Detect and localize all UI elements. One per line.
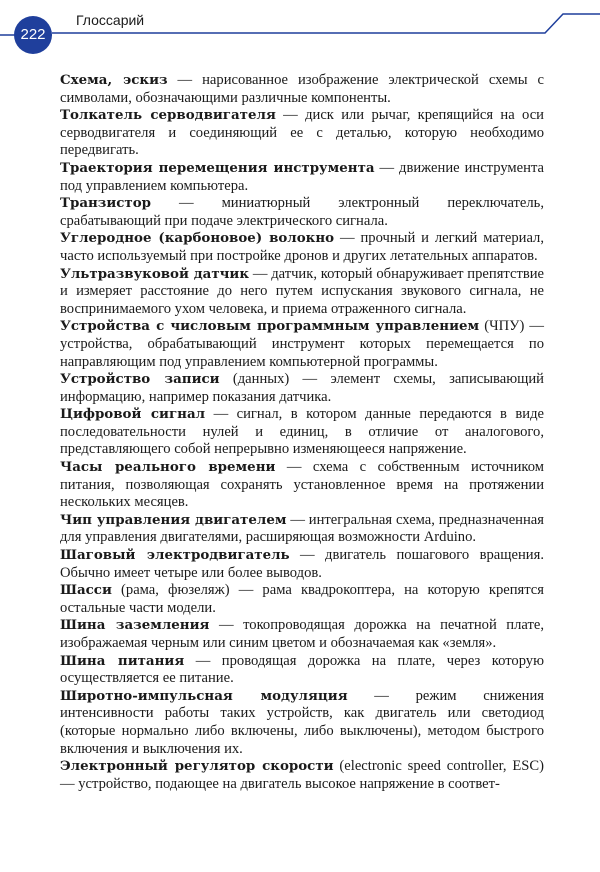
- glossary-entry: [60, 459, 544, 512]
- glossary-definition: — миниатюрный электронный переключатель, срабатывающий при подаче электрического сигнала.: [60, 195, 544, 229]
- glossary-term: Устройство записи: [60, 371, 220, 388]
- glossary-definition: — интегральная схема, предназначенная для управления двигателями, расширяющая возможности Arduino.: [60, 511, 544, 546]
- glossary-entry: [60, 195, 544, 230]
- glossary-entry: [60, 688, 544, 758]
- glossary-term: Шасси: [60, 582, 112, 599]
- glossary-definition: — датчик, который обнаруживает препятствие и измеряет расстояние до него путем испускания звукового сигнала, не воспринимаемого ухом человека, и приема отраженного сигнала.: [60, 265, 545, 317]
- glossary-definition: (данных) — элемент схемы, записывающий информацию, например показания датчика.: [60, 371, 544, 405]
- glossary-definition: (ЧПУ) — устройства, обрабатывающий инструмент которых перемещается по направляющим под управлением компьютерной программы.: [60, 318, 544, 370]
- glossary-term: Чип управления двигателем: [60, 511, 287, 528]
- glossary-term: Электронный регулятор скорости: [60, 758, 334, 775]
- glossary-term: Цифровой сигнал: [60, 406, 206, 423]
- glossary-term: Широтно-импульсная модуляция: [60, 687, 348, 704]
- page-header: [0, 0, 600, 60]
- glossary-definition: — диск или рычаг, крепящийся на оси серводвигателя и соединяющий ее с деталью, которую необходимо передвигать.: [60, 107, 544, 159]
- glossary-definition: — проводящая дорожка на плате, через которую осуществляется ее питание.: [60, 652, 544, 687]
- glossary-term: Траектория перемещения инструмента: [60, 159, 375, 176]
- glossary-term: Транзистор: [60, 195, 152, 212]
- glossary-term: Толкатель серводвигателя: [60, 107, 276, 124]
- glossary-term: Шина заземления: [60, 617, 210, 634]
- glossary-term: Устройства с числовым программным управлением: [60, 318, 480, 335]
- glossary-entry: [60, 230, 544, 265]
- glossary-definition: — двигатель пошагового вращения. Обычно имеет четыре или более выводов.: [60, 547, 544, 581]
- glossary-definition: — сигнал, в котором данные передаются в виде последовательности нулей и единиц, в отличие от аналогового, представляющего собой непрерывно изменяющееся напряжение.: [60, 406, 544, 458]
- glossary-definition: (рама, фюзеляж) — рама квадрокоптера, на которую крепятся остальные части модели.: [60, 582, 544, 616]
- glossary-entry: [60, 107, 544, 160]
- glossary-term: Часы реального времени: [60, 459, 276, 476]
- glossary-entry: [60, 582, 544, 617]
- glossary-definition: — токопроводящая дорожка на печатной плате, изображаемая черным или синим цветом и обозначаемая как «земля».: [60, 617, 544, 651]
- glossary-entry: [60, 547, 544, 582]
- glossary-definition: (electronic speed controller, ESC) — устройство, подающее на двигатель высокое напряжение в соответ-: [60, 758, 544, 792]
- glossary-definition: — нарисованное изображение электрической схемы с символами, обозначающими различные компоненты.: [60, 72, 545, 106]
- glossary-definition: — движение инструмента под управлением компьютера.: [60, 159, 544, 194]
- glossary-term: Шаговый электродвигатель: [60, 547, 290, 564]
- glossary-body: [60, 72, 544, 793]
- glossary-entry: [60, 160, 544, 195]
- glossary-entry: [60, 512, 544, 547]
- page-number: 222: [20, 26, 46, 43]
- glossary-entry: [60, 617, 544, 652]
- glossary-entry: [60, 318, 544, 371]
- glossary-entry: [60, 758, 544, 793]
- glossary-definition: — схема с собственным источником питания, позволяющая сохранять установленное время на протяжении нескольких месяцев.: [60, 459, 544, 511]
- glossary-definition: — режим снижения интенсивности работы таких устройств, как двигатель или светодиод (которые нормально либо включены, либо выключены), методом быстрого включения и выключения их.: [60, 687, 544, 757]
- page-title: Глоссарий: [76, 12, 145, 28]
- glossary-term: Схема, эскиз: [60, 72, 168, 88]
- glossary-entry: [60, 72, 544, 107]
- glossary-entry: [60, 653, 544, 688]
- glossary-definition: — прочный и легкий материал, часто используемый при постройке дронов и других летательных аппаратов.: [60, 230, 544, 264]
- glossary-entry: [60, 371, 544, 406]
- glossary-term: Углеродное (карбоновое) волокно: [60, 230, 335, 247]
- glossary-entry: [60, 406, 544, 459]
- glossary-term: Шина питания: [60, 652, 185, 669]
- glossary-term: Ультразвуковой датчик: [60, 265, 250, 282]
- glossary-entry: [60, 266, 544, 319]
- header-decoration: [0, 0, 600, 60]
